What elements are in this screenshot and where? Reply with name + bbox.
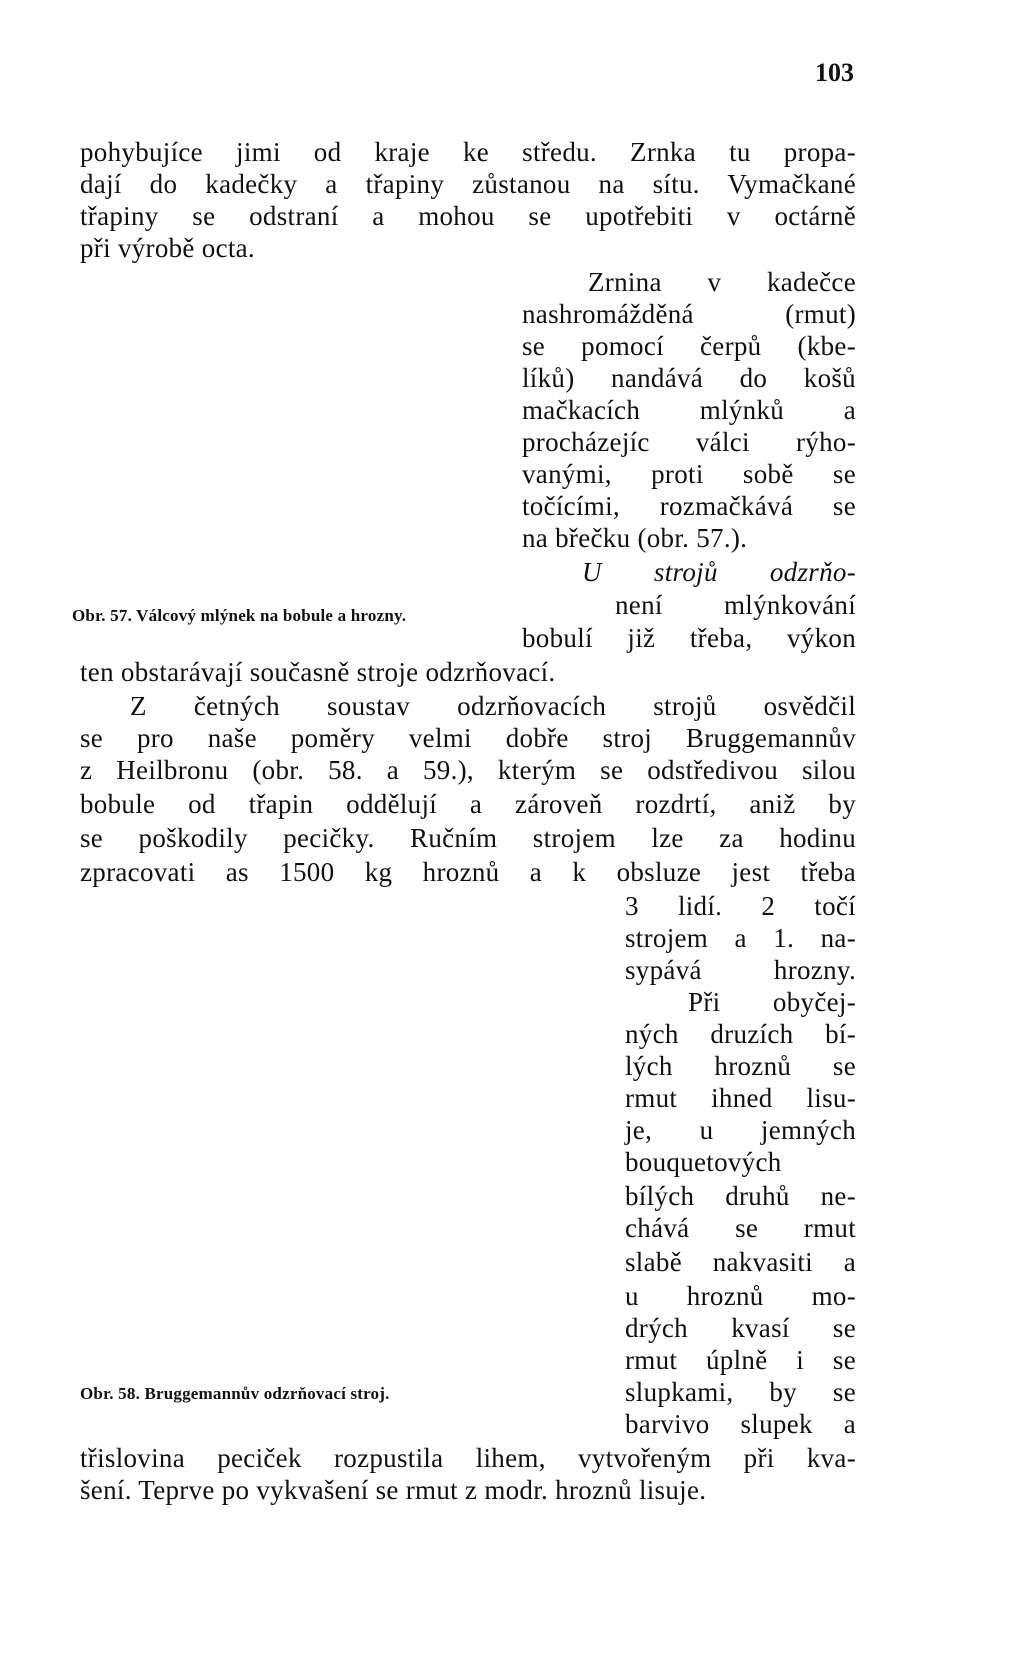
- text-line: ten obstarávají současně stroje odzrňovací.: [80, 657, 556, 687]
- text-line: je, u jemných: [625, 1115, 856, 1145]
- text-line: bobule od třapin oddělují a zároveň rozdrtí, aniž by: [80, 789, 856, 819]
- text-line: není mlýnkování: [615, 590, 856, 620]
- text-line: drých kvasí se: [625, 1313, 856, 1343]
- text-line: Při obyčej-: [688, 987, 856, 1017]
- text-line: rmut úplně i se: [625, 1345, 856, 1375]
- text-line: nashromážděná (rmut): [522, 299, 856, 329]
- text-line: zpracovati as 1500 kg hroznů a k obsluze jest třeba: [80, 857, 856, 887]
- text-line: šení. Teprve po vykvašení se rmut z modr. hroznů lisuje.: [80, 1475, 707, 1505]
- text-line: Zrnina v kadečce: [588, 267, 856, 297]
- text-line: bobulí již třeba, výkon: [522, 623, 856, 653]
- text-line: točícími, rozmačkává se: [522, 491, 856, 521]
- text-line: slupkami, by se: [625, 1377, 856, 1407]
- text-line: se pro naše poměry velmi dobře stroj Bruggemannův: [80, 723, 856, 753]
- text-line: mačkacích mlýnků a: [522, 395, 856, 425]
- text-line: U strojů odzrňo-: [582, 557, 856, 587]
- text-line: ných druzích bí-: [625, 1019, 856, 1049]
- text-line: strojem a 1. na-: [625, 923, 856, 953]
- text-line: rmut ihned lisu-: [625, 1083, 856, 1113]
- text-line: slabě nakvasiti a: [625, 1247, 856, 1277]
- text-line: dají do kadečky a třapiny zůstanou na sítu. Vymačkané: [80, 169, 856, 199]
- text-line: z Heilbronu (obr. 58. a 59.), kterým se odstředivou silou: [80, 755, 856, 785]
- text-line: Z četných soustav odzrňovacích strojů osvědčil: [130, 691, 856, 721]
- text-line: lých hroznů se: [625, 1051, 856, 1081]
- text-line: třislovina peciček rozpustila lihem, vytvořeným při kva-: [80, 1443, 856, 1473]
- text-line: vanými, proti sobě se: [522, 459, 856, 489]
- text-line: 3 lidí. 2 točí: [625, 891, 856, 921]
- text-line: líků) nandává do košů: [522, 363, 856, 393]
- text-line: se poškodily pecičky. Ručním strojem lze za hodinu: [80, 823, 856, 853]
- figure-caption: Obr. 57. Válcový mlýnek na bobule a hrozny.: [72, 606, 407, 625]
- text-line: bouquetových: [625, 1147, 782, 1177]
- text-line: na břečku (obr. 57.).: [522, 523, 748, 553]
- text-line: bílých druhů ne-: [625, 1181, 856, 1211]
- text-line: při výrobě octa.: [80, 233, 255, 263]
- text-line: pohybujíce jimi od kraje ke středu. Zrnka tu propa-: [80, 137, 856, 167]
- text-line: sypává hrozny.: [625, 955, 856, 985]
- text-line: barvivo slupek a: [625, 1409, 856, 1439]
- text-line: procházejíc válci rýho-: [522, 427, 856, 457]
- text-line: u hroznů mo-: [625, 1281, 856, 1311]
- figure-caption: Obr. 58. Bruggemannův odzrňovací stroj.: [80, 1384, 390, 1403]
- text-line: chává se rmut: [625, 1213, 856, 1243]
- page-number: 103: [815, 58, 854, 87]
- text-line: se pomocí čerpů (kbe-: [522, 331, 856, 361]
- text-line: třapiny se odstraní a mohou se upotřebiti v octárně: [80, 201, 856, 231]
